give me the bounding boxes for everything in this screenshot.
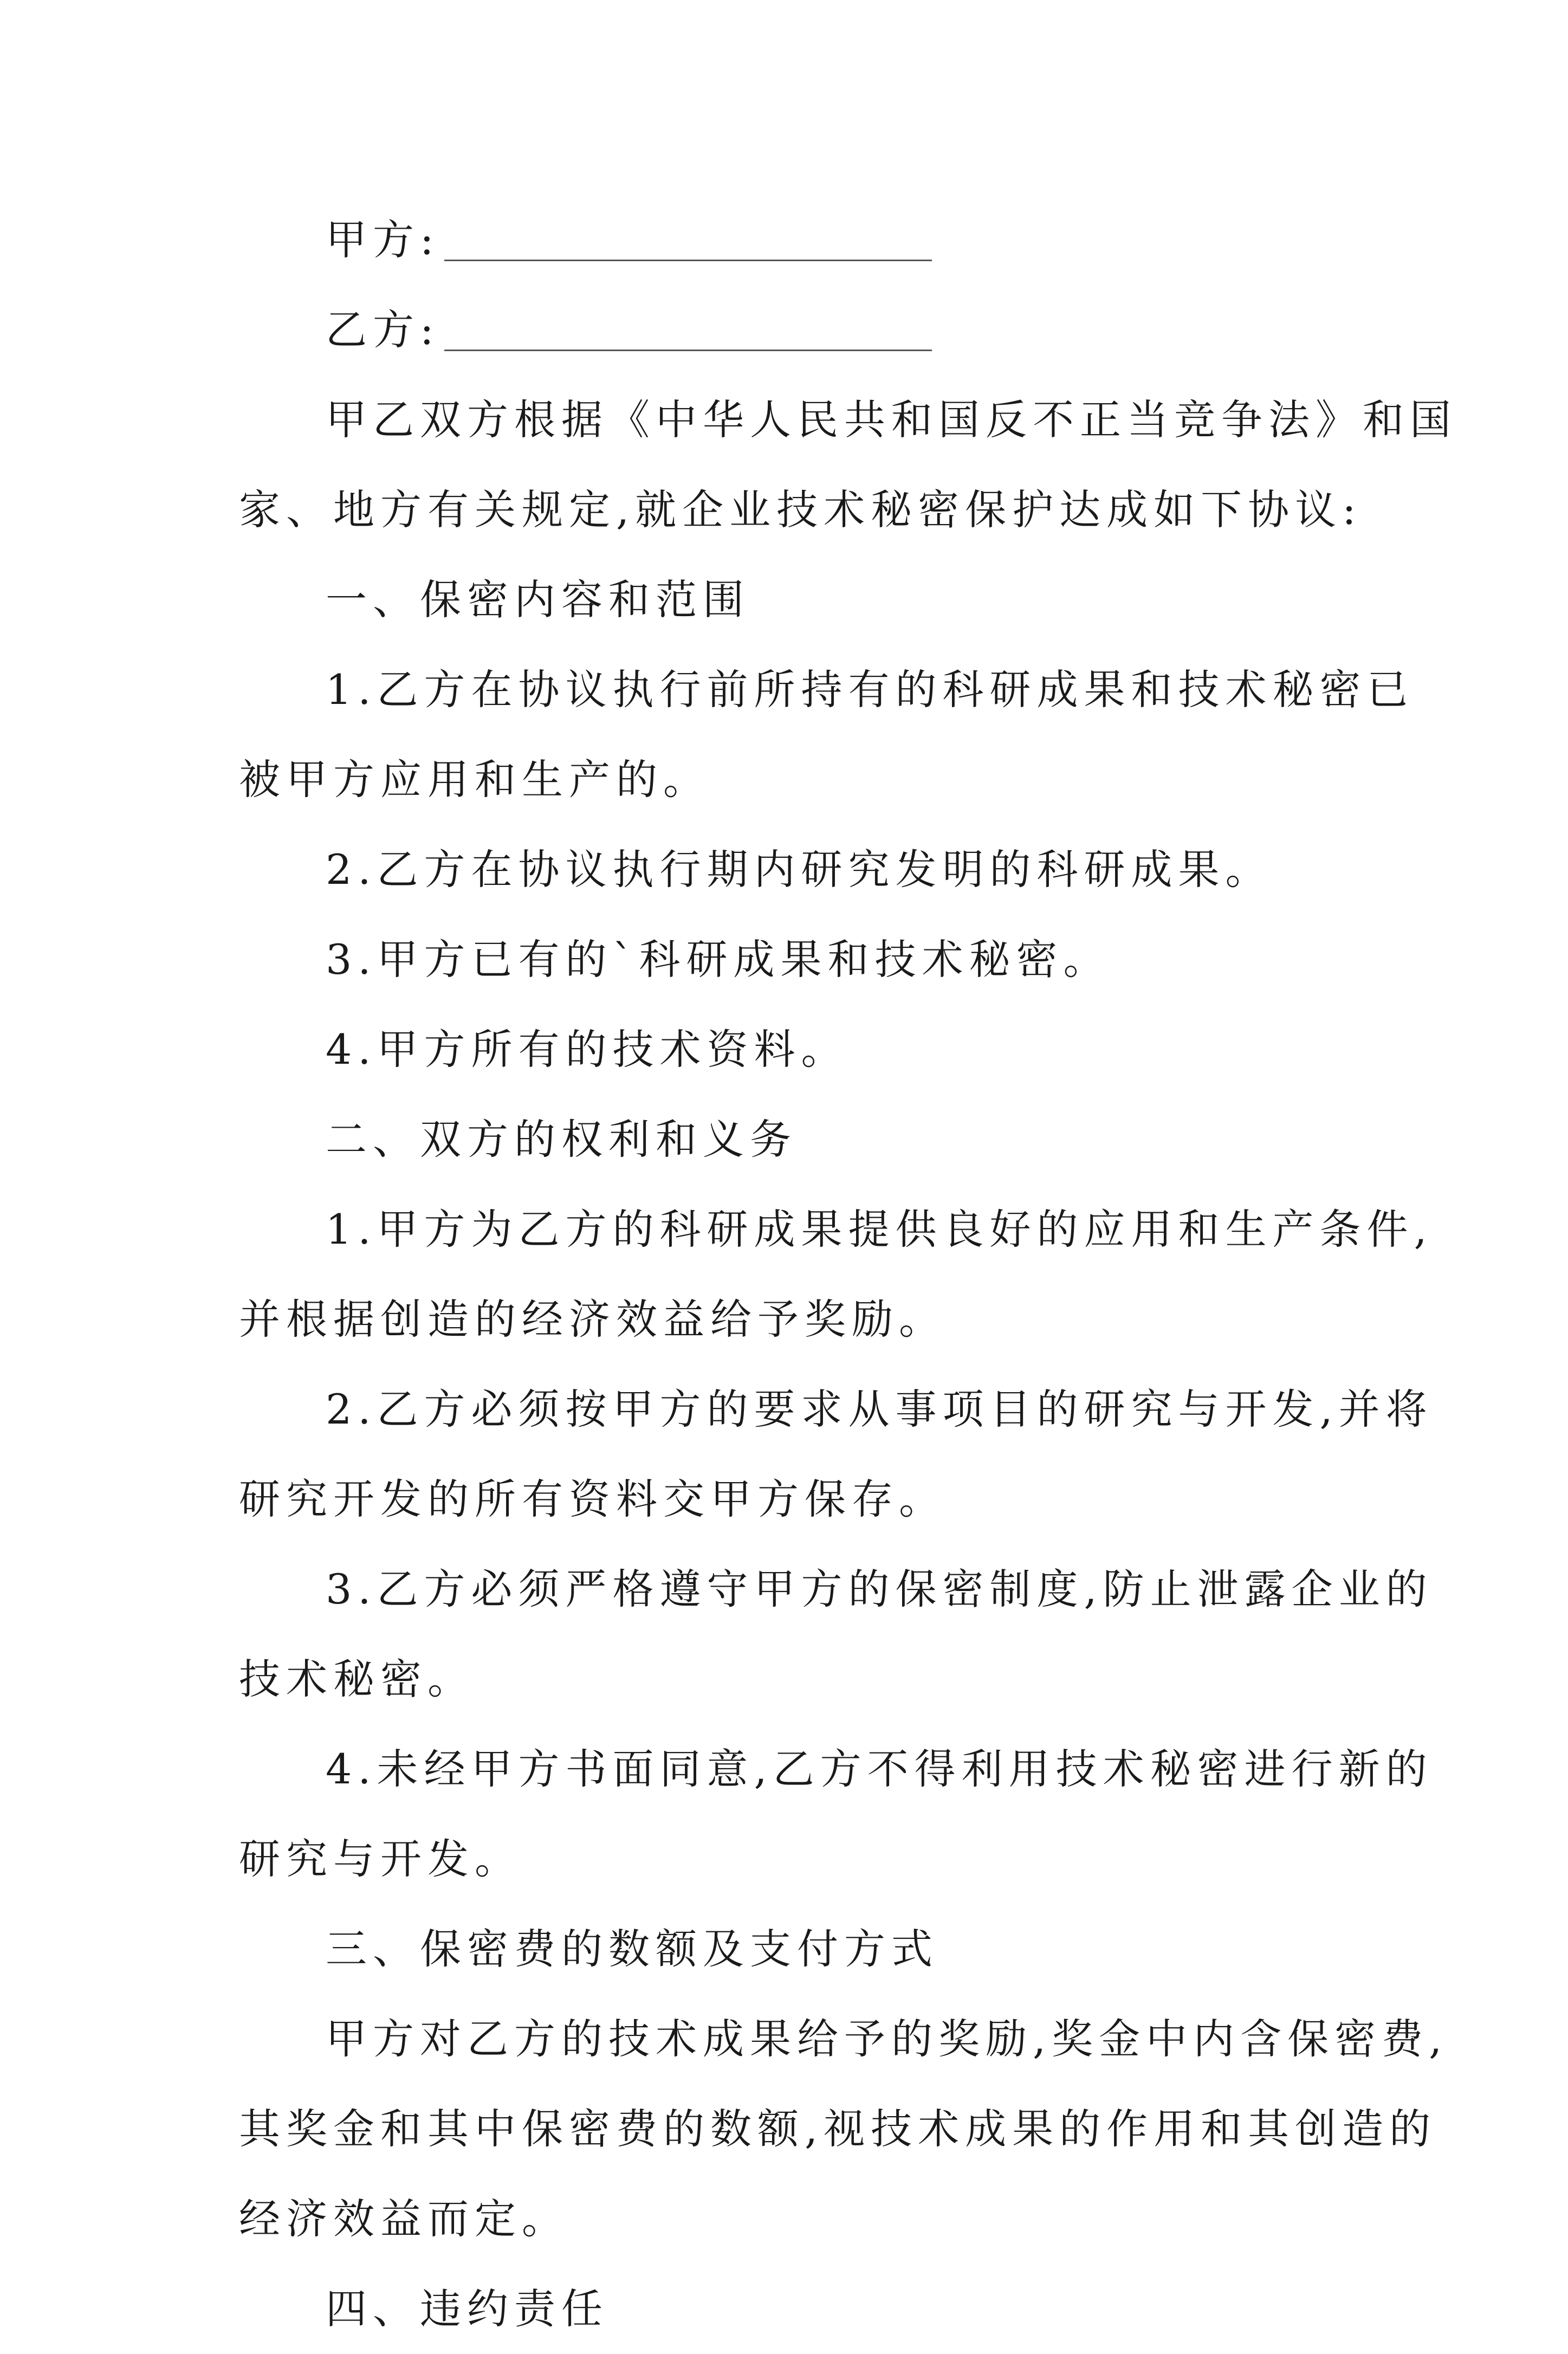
section-1-item-1-line-2: 被甲方应用和生产的。 (239, 755, 710, 804)
intro-line-2: 家、地方有关规定,就企业技术秘密保护达成如下协议: (239, 486, 1362, 534)
party-a-row (239, 195, 1344, 285)
section-3-para-line-1: 甲方对乙方的技术成果给予的奖励,奖金中内含保密费, (326, 2015, 1448, 2063)
section-2-item-3-line-1: 3.乙方必须严格遵守甲方的保密制度,防止泄露企业的 (326, 1565, 1433, 1613)
section-1-heading: 一、保密内容和范围 (326, 575, 750, 624)
section-2-item-2-line-1: 2.乙方必须按甲方的要求从事项目的研究与开发,并将 (326, 1385, 1433, 1433)
intro-line-1: 甲乙双方根据《中华人民共和国反不正当竞争法》和国 (326, 396, 1457, 444)
section-1-item-4: 4.甲方所有的技术资料。 (326, 1025, 848, 1073)
section-3-para-line-2: 其奖金和其中保密费的数额,视技术成果的作用和其创造的 (239, 2105, 1437, 2153)
party-b-blank-line (444, 350, 932, 351)
section-4-heading: 四、违约责任 (326, 2285, 608, 2333)
section-1-item-2: 2.乙方在协议执行期内研究发明的科研成果。 (326, 845, 1273, 894)
section-2-item-4-line-1: 4.未经甲方书面同意,乙方不得利用技术秘密进行新的 (326, 1745, 1433, 1793)
section-2-item-3-line-2: 技术秘密。 (239, 1655, 475, 1703)
document-body (239, 195, 1457, 2354)
section-3-heading: 三、保密费的数额及支付方式 (326, 1925, 938, 1973)
section-2-item-4-line-2: 研究与开发。 (239, 1835, 522, 1883)
party-b-row (239, 285, 1344, 375)
party-a-blank-line (444, 260, 932, 261)
section-3-para-line-3: 经济效益而定。 (239, 2195, 569, 2243)
section-2-item-2-line-2: 研究开发的所有资料交甲方保存。 (239, 1475, 946, 1523)
section-1-item-1-line-1: 1.乙方在协议执行前所持有的科研成果和技术秘密已 (326, 665, 1414, 714)
party-a-label: 甲方: (326, 216, 440, 264)
party-b-label: 乙方: (326, 306, 440, 354)
section-2-heading: 二、双方的权利和义务 (326, 1115, 797, 1163)
section-2-item-1-line-1: 1.甲方为乙方的科研成果提供良好的应用和生产条件, (326, 1205, 1433, 1253)
section-2-item-1-line-2: 并根据创造的经济效益给予奖励。 (239, 1295, 946, 1343)
section-1-item-3: 3.甲方已有的`科研成果和技术秘密。 (326, 935, 1111, 984)
